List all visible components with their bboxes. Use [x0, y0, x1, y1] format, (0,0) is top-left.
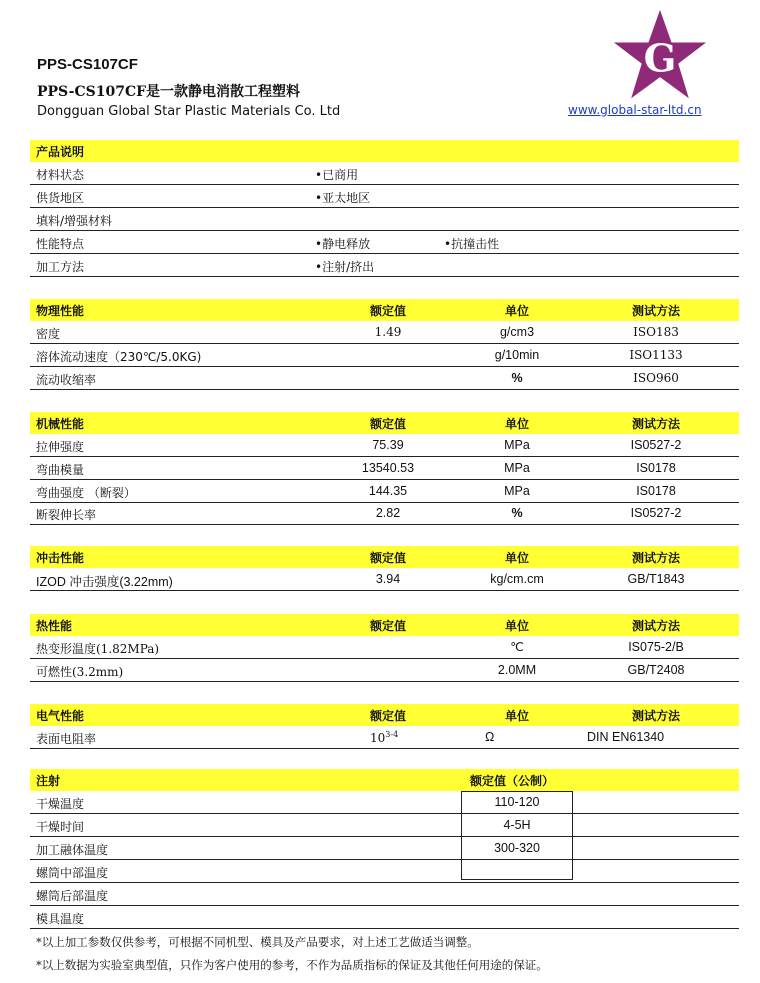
- section-thermal-heading: 热性能 额定值 单位 测试方法: [30, 614, 739, 636]
- table-row: 流动收缩率 % ISO960: [30, 367, 739, 390]
- table-row: 密度 1.49 g/cm3 ISO183: [30, 321, 739, 344]
- table-row: 可燃性(3.2mm) 2.0MM GB/T2408: [30, 659, 739, 682]
- section-electrical-heading: 电气性能 额定值 单位 测试方法: [30, 704, 739, 726]
- table-row: IZOD 冲击强度(3.22mm) 3.94 kg/cm.cm GB/T1843: [30, 568, 739, 591]
- table-row: 弯曲模量 13540.53 MPa IS0178: [30, 457, 739, 480]
- table-row: 加工融体温度 300-320: [30, 837, 739, 860]
- table-row: 性能特点 •静电释放 •抗撞击性: [30, 231, 739, 254]
- table-row: 螺筒中部温度: [30, 860, 739, 883]
- section-physical-heading: 物理性能 额定值 单位 测试方法: [30, 299, 739, 321]
- document-title: PPS-CS107CF: [37, 56, 138, 73]
- table-row: 螺筒后部温度: [30, 883, 739, 906]
- global-star-logo: [612, 8, 708, 104]
- table-row: 表面电阻率 10$^{3-4}$ Ω DIN EN61340: [30, 726, 739, 749]
- resistivity-value: 10$^{3-4}$: [370, 730, 399, 745]
- table-row: 拉伸强度 75.39 MPa IS0527-2: [30, 434, 739, 457]
- footnote: *以上加工参数仅供参考，可根据不同机型、模具及产品要求，对上述工艺做适当调整。: [36, 935, 479, 949]
- section-product-heading: 产品说明: [30, 140, 739, 162]
- table-row: 溶体流动速度（230℃/5.0KG) g/10min ISO1133: [30, 344, 739, 367]
- section-impact-heading: 冲击性能 额定值 单位 测试方法: [30, 546, 739, 568]
- injection-values-box: [461, 791, 573, 880]
- company-website-link[interactable]: www.global-star-ltd.cn: [568, 103, 702, 117]
- document-subtitle: PPS-CS107CF是一款静电消散工程塑料: [37, 84, 301, 100]
- table-row: 加工方法 •注射/挤出: [30, 254, 739, 277]
- table-row: 填料/增强材料: [30, 208, 739, 231]
- table-row: 模具温度: [30, 906, 739, 929]
- table-row: 供货地区 •亚太地区: [30, 185, 739, 208]
- svg-text:G: G: [643, 36, 677, 82]
- table-row: 材料状态 •已商用: [30, 162, 739, 185]
- footnote: *以上数据为实验室典型值，只作为客户使用的参考，不作为品质指标的保证及其他任何用途的保证。: [36, 958, 548, 972]
- table-row: 弯曲强度 （断裂） 144.35 MPa IS0178: [30, 480, 739, 503]
- table-row: 热变形温度(1.82MPa) ℃ IS075-2/B: [30, 636, 739, 659]
- company-name: Dongguan Global Star Plastic Materials Co. Ltd: [37, 104, 341, 119]
- table-row: 干燥温度 110-120: [30, 791, 739, 814]
- section-mechanical-heading: 机械性能 额定值 单位 测试方法: [30, 412, 739, 434]
- table-row: 干燥时间 4-5H: [30, 814, 739, 837]
- section-injection-heading: 注射 额定值（公制）: [30, 769, 739, 791]
- table-row: 断裂伸长率 2.82 % IS0527-2: [30, 502, 739, 525]
